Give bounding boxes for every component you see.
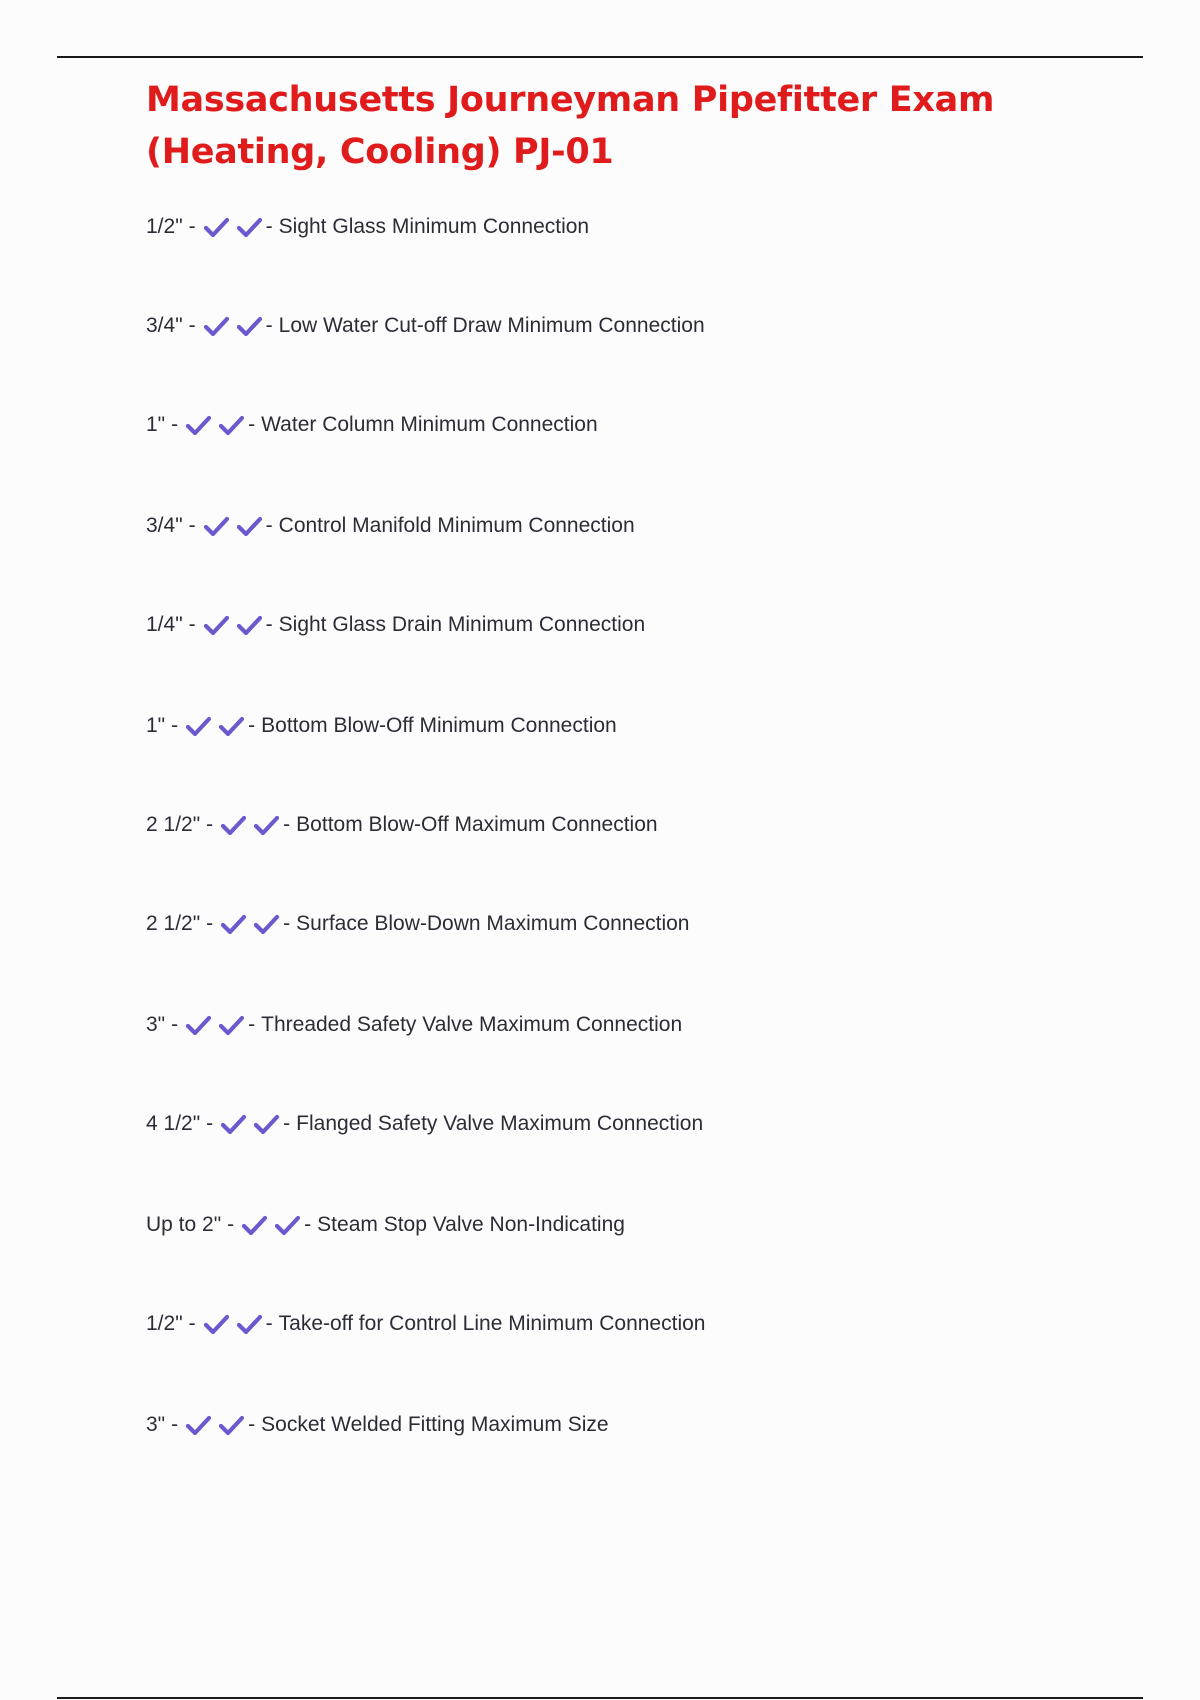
- header-divider: [57, 56, 1143, 58]
- question-text: Flanged Safety Valve Maximum Connection: [296, 1112, 704, 1135]
- checkmark-icon: [185, 715, 212, 737]
- checkmark-icon: [220, 814, 247, 836]
- separator-dash: -: [304, 1213, 312, 1236]
- qa-item: [146, 309, 705, 343]
- qa-item: [146, 1107, 703, 1141]
- separator-dash: -: [248, 1413, 256, 1436]
- separator-dash: -: [265, 215, 273, 238]
- question-text: Surface Blow-Down Maximum Connection: [296, 912, 690, 935]
- footer-divider: [57, 1697, 1143, 1699]
- question-text: Bottom Blow-Off Maximum Connection: [296, 813, 658, 836]
- qa-item: [146, 1408, 609, 1442]
- check-marks: [241, 1214, 301, 1236]
- answer-text: 4 1/2": [146, 1112, 201, 1135]
- checkmark-icon: [185, 1014, 212, 1036]
- qa-item: [146, 1208, 625, 1242]
- checkmark-icon: [185, 414, 212, 436]
- separator-dash: -: [171, 413, 179, 436]
- title-line-1: Massachusetts Journeyman Pipefitter Exam: [146, 80, 995, 120]
- separator-dash: -: [206, 813, 214, 836]
- qa-item: [146, 1307, 705, 1341]
- qa-item: [146, 1008, 682, 1042]
- separator-dash: -: [188, 1312, 196, 1335]
- qa-item: [146, 210, 589, 244]
- separator-dash: -: [248, 714, 256, 737]
- checkmark-icon: [203, 315, 230, 337]
- check-marks: [220, 913, 280, 935]
- check-marks: [220, 1113, 280, 1135]
- question-text: Sight Glass Drain Minimum Connection: [278, 613, 646, 636]
- question-text: Sight Glass Minimum Connection: [278, 215, 590, 238]
- title-line-2: (Heating, Cooling) PJ-01: [146, 132, 614, 172]
- question-text: Steam Stop Valve Non-Indicating: [317, 1213, 625, 1236]
- separator-dash: -: [171, 714, 179, 737]
- qa-item: [146, 509, 635, 543]
- separator-dash: -: [265, 1312, 273, 1335]
- separator-dash: -: [227, 1213, 235, 1236]
- answer-text: 1/2": [146, 215, 183, 238]
- answer-text: 3/4": [146, 514, 183, 537]
- answer-text: 2 1/2": [146, 813, 201, 836]
- question-text: Low Water Cut-off Draw Minimum Connection: [278, 314, 705, 337]
- checkmark-icon: [218, 414, 245, 436]
- check-marks: [203, 1313, 263, 1335]
- answer-text: 1/2": [146, 1312, 183, 1335]
- separator-dash: -: [265, 314, 273, 337]
- answer-text: Up to 2": [146, 1213, 222, 1236]
- qa-item: [146, 808, 658, 842]
- separator-dash: -: [283, 813, 291, 836]
- separator-dash: -: [283, 1112, 291, 1135]
- answer-text: 1": [146, 413, 166, 436]
- checkmark-icon: [218, 1414, 245, 1436]
- qa-item: [146, 608, 645, 642]
- checkmark-icon: [253, 814, 280, 836]
- checkmark-icon: [241, 1214, 268, 1236]
- answer-text: 3": [146, 1413, 166, 1436]
- question-text: Bottom Blow-Off Minimum Connection: [261, 714, 617, 737]
- answer-text: 3/4": [146, 314, 183, 337]
- answer-text: 1": [146, 714, 166, 737]
- checkmark-icon: [203, 614, 230, 636]
- question-text: Water Column Minimum Connection: [261, 413, 598, 436]
- check-marks: [185, 414, 245, 436]
- check-marks: [203, 216, 263, 238]
- answer-text: 1/4": [146, 613, 183, 636]
- checkmark-icon: [218, 1014, 245, 1036]
- separator-dash: -: [188, 613, 196, 636]
- checkmark-icon: [218, 715, 245, 737]
- checkmark-icon: [236, 614, 263, 636]
- question-text: Control Manifold Minimum Connection: [278, 514, 635, 537]
- checkmark-icon: [236, 515, 263, 537]
- check-marks: [220, 814, 280, 836]
- check-marks: [203, 614, 263, 636]
- checkmark-icon: [220, 913, 247, 935]
- checkmark-icon: [203, 515, 230, 537]
- separator-dash: -: [265, 613, 273, 636]
- check-marks: [203, 515, 263, 537]
- checkmark-icon: [253, 913, 280, 935]
- separator-dash: -: [171, 1013, 179, 1036]
- page-title: [146, 74, 1146, 178]
- check-marks: [185, 1014, 245, 1036]
- question-text: Take-off for Control Line Minimum Connection: [278, 1312, 706, 1335]
- question-text: Socket Welded Fitting Maximum Size: [261, 1413, 609, 1436]
- checkmark-icon: [236, 1313, 263, 1335]
- answer-text: 3": [146, 1013, 166, 1036]
- separator-dash: -: [188, 514, 196, 537]
- separator-dash: -: [188, 215, 196, 238]
- separator-dash: -: [248, 413, 256, 436]
- qa-item: [146, 907, 690, 941]
- separator-dash: -: [248, 1013, 256, 1036]
- checkmark-icon: [203, 216, 230, 238]
- checkmark-icon: [203, 1313, 230, 1335]
- qa-item: [146, 408, 598, 442]
- separator-dash: -: [171, 1413, 179, 1436]
- answer-text: 2 1/2": [146, 912, 201, 935]
- checkmark-icon: [236, 315, 263, 337]
- checkmark-icon: [220, 1113, 247, 1135]
- check-marks: [203, 315, 263, 337]
- question-text: Threaded Safety Valve Maximum Connection: [261, 1013, 683, 1036]
- separator-dash: -: [188, 314, 196, 337]
- checkmark-icon: [236, 216, 263, 238]
- separator-dash: -: [283, 912, 291, 935]
- checkmark-icon: [274, 1214, 301, 1236]
- check-marks: [185, 715, 245, 737]
- qa-item: [146, 709, 617, 743]
- checkmark-icon: [185, 1414, 212, 1436]
- separator-dash: -: [265, 514, 273, 537]
- separator-dash: -: [206, 1112, 214, 1135]
- check-marks: [185, 1414, 245, 1436]
- checkmark-icon: [253, 1113, 280, 1135]
- separator-dash: -: [206, 912, 214, 935]
